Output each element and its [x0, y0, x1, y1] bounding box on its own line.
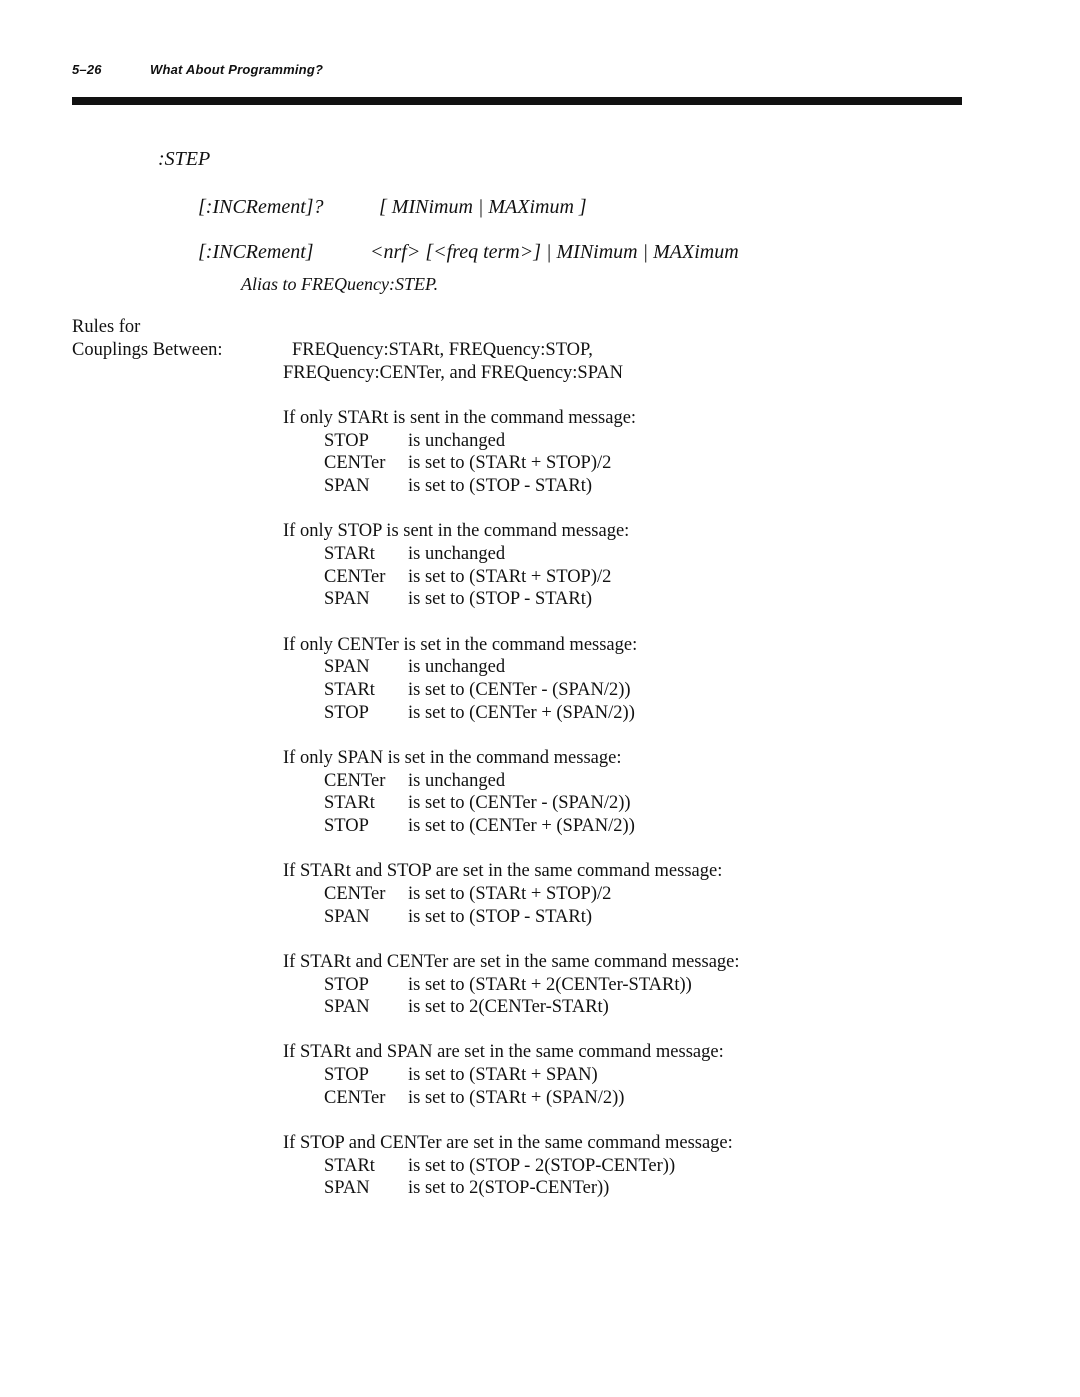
- case-effect: [283, 656, 740, 679]
- effect-rule: is set to (STARt + STOP)/2: [408, 566, 612, 587]
- effect-rule: is unchanged: [408, 657, 506, 678]
- coupling-case: [283, 520, 740, 611]
- effect-param: STARt: [324, 793, 375, 814]
- case-condition: If STARt and CENTer are set in the same command message:: [283, 951, 740, 972]
- case-effect: [283, 906, 740, 929]
- case-effect: [283, 679, 740, 702]
- alias-note: Alias to FREQuency:STEP.: [241, 274, 439, 294]
- coupling-case: [283, 634, 740, 725]
- coupling-case: [283, 747, 740, 838]
- case-effect: [283, 1155, 740, 1178]
- case-condition: If only STARt is sent in the command message:: [283, 408, 637, 428]
- case-effect: [283, 996, 740, 1019]
- effect-rule: is set to (STOP - STARt): [408, 476, 593, 497]
- effect-rule: is set to (CENTer + (SPAN/2)): [408, 816, 635, 837]
- effect-rule: is unchanged: [408, 544, 506, 565]
- case-effect: [283, 543, 740, 566]
- case-effect: [283, 974, 740, 997]
- case-effect: [283, 883, 740, 906]
- coupling-case: [283, 407, 740, 498]
- case-condition: If only SPAN is set in the command message:: [283, 747, 622, 768]
- effect-param: STOP: [324, 702, 369, 723]
- effect-rule: is set to (CENTer + (SPAN/2)): [408, 702, 635, 723]
- effect-param: STARt: [324, 680, 375, 701]
- effect-param: SPAN: [324, 657, 370, 678]
- effect-rule: is set to 2(CENTer-STARt): [408, 997, 609, 1018]
- page-number: 5–26: [72, 62, 102, 77]
- coupling-case: [283, 951, 740, 1019]
- effect-param: CENTer: [324, 770, 386, 791]
- page-header: [72, 62, 323, 77]
- effect-param: SPAN: [324, 1178, 370, 1199]
- case-condition: If STOP and CENTer are set in the same command message:: [283, 1133, 733, 1154]
- effect-rule: is unchanged: [408, 430, 506, 451]
- effect-rule: is set to (CENTer - (SPAN/2)): [408, 680, 631, 701]
- effect-param: CENTer: [324, 1087, 386, 1108]
- case-effect: [283, 1064, 740, 1087]
- syntax-query-params: [ MINimum | MAXimum ]: [379, 196, 587, 218]
- coupling-case: [283, 1132, 740, 1200]
- case-effect: [283, 702, 740, 725]
- effect-param: STARt: [324, 544, 375, 565]
- effect-param: SPAN: [324, 589, 370, 610]
- effect-rule: is set to (STOP - STARt): [408, 589, 593, 610]
- effect-param: STOP: [324, 816, 369, 837]
- syntax-set-keyword: [:INCRement]: [198, 241, 314, 263]
- case-effect: [283, 815, 740, 838]
- chapter-title: What About Programming?: [150, 62, 324, 77]
- effect-rule: is set to (STARt + STOP)/2: [408, 883, 612, 904]
- syntax-set-params: <nrf> [<freq term>] | MINimum | MAXimum: [370, 241, 739, 263]
- effect-rule: is set to 2(STOP-CENTer)): [408, 1178, 610, 1199]
- effect-param: SPAN: [324, 997, 370, 1018]
- effect-rule: is set to (STARt + STOP)/2: [408, 453, 612, 474]
- effect-param: STOP: [324, 430, 369, 451]
- effect-param: STARt: [324, 1155, 375, 1176]
- effect-rule: is set to (STOP - 2(STOP-CENTer)): [408, 1155, 676, 1176]
- rules-label-line2: Couplings Between:: [72, 340, 223, 360]
- case-condition: If STARt and STOP are set in the same command message:: [283, 861, 723, 882]
- rules-label: [72, 316, 223, 362]
- effect-param: SPAN: [324, 476, 370, 497]
- effect-rule: is unchanged: [408, 770, 506, 791]
- couplings-intro-line1: FREQuency:STARt, FREQuency:STOP,: [292, 340, 593, 360]
- coupling-case: [283, 860, 740, 928]
- effect-param: CENTer: [324, 453, 386, 474]
- effect-param: CENTer: [324, 883, 386, 904]
- case-condition: If only STOP is sent in the command message:: [283, 521, 630, 542]
- effect-param: CENTer: [324, 566, 386, 587]
- step-command-title: :STEP: [158, 148, 211, 170]
- effect-rule: is set to (STARt + (SPAN/2)): [408, 1087, 625, 1108]
- case-effect: [283, 475, 740, 498]
- case-effect: [283, 770, 740, 793]
- case-effect: [283, 588, 740, 611]
- effect-param: STOP: [324, 1065, 369, 1086]
- effect-param: STOP: [324, 974, 369, 995]
- case-condition: If STARt and SPAN are set in the same command message:: [283, 1042, 724, 1063]
- case-effect: [283, 452, 740, 475]
- case-effect: [283, 1087, 740, 1110]
- syntax-query-keyword: [:INCRement]?: [198, 196, 324, 218]
- case-effect: [283, 792, 740, 815]
- effect-rule: is set to (STOP - STARt): [408, 906, 593, 927]
- effect-param: SPAN: [324, 906, 370, 927]
- couplings-intro-line2: FREQuency:CENTer, and FREQuency:SPAN: [283, 363, 624, 383]
- header-rule: [72, 97, 962, 105]
- couplings-intro: [283, 339, 623, 385]
- case-effect: [283, 566, 740, 589]
- effect-rule: is set to (CENTer - (SPAN/2)): [408, 793, 631, 814]
- case-condition: If only CENTer is set in the command message:: [283, 634, 638, 655]
- coupling-cases: [283, 407, 740, 1223]
- effect-rule: is set to (STARt + 2(CENTer-STARt)): [408, 974, 692, 995]
- effect-rule: is set to (STARt + SPAN): [408, 1065, 598, 1086]
- case-effect: [283, 430, 740, 453]
- rules-label-line1: Rules for: [72, 317, 141, 337]
- case-effect: [283, 1177, 740, 1200]
- coupling-case: [283, 1041, 740, 1109]
